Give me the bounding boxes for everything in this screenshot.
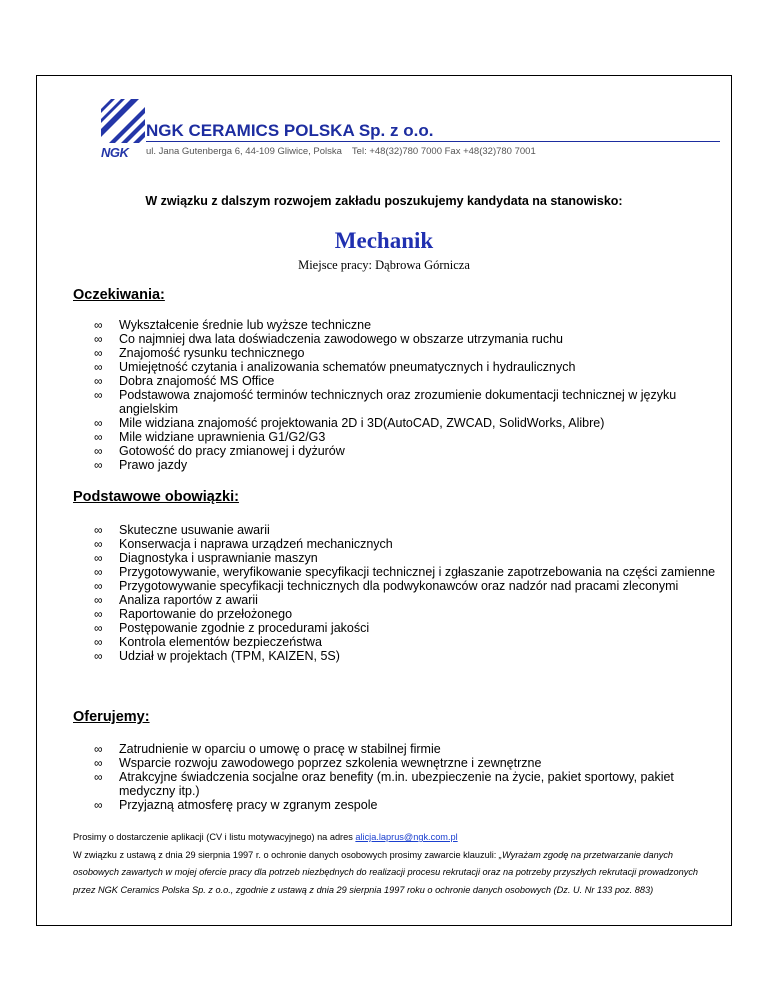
expectations-list <box>0 318 719 472</box>
company-address <box>146 146 536 157</box>
expectations-heading: Oczekiwania: <box>73 287 165 303</box>
bullet-icon: ∞ <box>94 360 103 374</box>
bullet-icon: ∞ <box>94 742 103 756</box>
list-item <box>0 635 719 649</box>
company-name: NGK CERAMICS POLSKA Sp. z o.o. <box>146 121 434 140</box>
list-item-text: Kontrola elementów bezpieczeństwa <box>119 635 322 649</box>
bullet-icon: ∞ <box>94 416 103 430</box>
list-item-text: Konserwacja i naprawa urządzeń mechanicznych <box>119 537 393 551</box>
list-item <box>0 607 719 621</box>
list-item-text: Wsparcie rozwoju zawodowego poprzez szkolenia wewnętrzne i zewnętrzne <box>119 756 542 770</box>
list-item <box>0 346 719 360</box>
list-item <box>0 649 719 663</box>
apply-text: Prosimy o dostarczenie aplikacji (CV i listu motywacyjnego) na adres <box>73 832 353 842</box>
bullet-icon: ∞ <box>94 635 103 649</box>
list-item <box>0 523 719 537</box>
list-item-text: Przygotowywanie, weryfikowanie specyfikacji technicznej i zgłaszanie zapotrzebowania na części zamienne <box>119 565 716 579</box>
list-item-text: Postępowanie zgodnie z procedurami jakości <box>119 621 370 635</box>
list-item <box>0 579 719 593</box>
list-item <box>0 770 719 798</box>
duties-list <box>0 523 719 663</box>
job-title: Mechanik <box>334 228 434 253</box>
list-item <box>0 430 719 444</box>
bullet-icon: ∞ <box>94 756 103 770</box>
header-divider <box>146 141 720 142</box>
footer-notice <box>73 829 713 899</box>
list-item <box>0 388 719 416</box>
list-item-text: Gotowość do pracy zmianowej i dyżurów <box>119 444 345 458</box>
list-item-text: Analiza raportów z awarii <box>119 593 258 607</box>
bullet-icon: ∞ <box>94 346 103 360</box>
consent-clause: „Wyrażam zgodę na przetwarzanie danych osobowych zawartych w mojej ofercie pracy dla potrzeb niezbędnych do realizacji procesu rekrutacji oraz na potrzeby przyszłych rekrutacji prowadzonych przez NGK Ceramics Polska Sp. z o.o., zgodnie z ustawą z dnia 29 sierpnia 1997 roku o ochronie danych osobowych (Dz. U. Nr 133 poz. 883) <box>73 849 699 895</box>
bullet-icon: ∞ <box>94 607 103 621</box>
bullet-icon: ∞ <box>94 537 103 551</box>
list-item <box>0 416 719 430</box>
bullet-icon: ∞ <box>94 565 103 579</box>
offer-heading: Oferujemy: <box>73 709 150 725</box>
list-item-text: Zatrudnienie w oparciu o umowę o pracę w stabilnej firmie <box>119 742 441 756</box>
bullet-icon: ∞ <box>94 332 103 346</box>
list-item-text: Prawo jazdy <box>119 458 188 472</box>
phone-fax-text: Tel: +48(32)780 7000 Fax +48(32)780 7001 <box>351 146 536 157</box>
bullet-icon: ∞ <box>94 551 103 565</box>
job-location: Miejsce pracy: Dąbrowa Górnicza <box>298 258 470 272</box>
list-item <box>0 565 719 579</box>
list-item <box>0 537 719 551</box>
bullet-icon: ∞ <box>94 649 103 663</box>
bullet-icon: ∞ <box>94 318 103 332</box>
intro-text: W związku z dalszym rozwojem zakładu poszukujemy kandydata na stanowisko: <box>145 194 623 208</box>
bullet-icon: ∞ <box>94 621 103 635</box>
bullet-icon: ∞ <box>94 798 103 812</box>
bullet-icon: ∞ <box>94 430 103 444</box>
bullet-icon: ∞ <box>94 770 103 784</box>
bullet-icon: ∞ <box>94 374 103 388</box>
list-item-text: Raportowanie do przełożonego <box>119 607 293 621</box>
list-item <box>0 742 719 756</box>
duties-heading: Podstawowe obowiązki: <box>73 489 239 505</box>
list-item <box>0 444 719 458</box>
contact-email-link[interactable]: alicja.laprus@ngk.com.pl <box>355 832 458 842</box>
list-item <box>0 318 719 332</box>
list-item-text: Skuteczne usuwanie awarii <box>119 523 270 537</box>
offer-list <box>0 742 719 812</box>
list-item-text: Podstawowa znajomość terminów technicznych oraz zrozumienie dokumentacji technicznej w języku angielskim <box>119 388 677 416</box>
ngk-logo-icon <box>101 99 145 143</box>
list-item <box>0 756 719 770</box>
address-text: ul. Jana Gutenberga 6, 44-109 Gliwice, Polska <box>146 146 342 157</box>
bullet-icon: ∞ <box>94 444 103 458</box>
bullet-icon: ∞ <box>94 388 103 402</box>
clause-intro: W związku z ustawą z dnia 29 sierpnia 1997 r. o ochronie danych osobowych prosimy zawarcie klauzuli: <box>73 849 497 860</box>
list-item-text: Wykształcenie średnie lub wyższe techniczne <box>119 318 372 332</box>
bullet-icon: ∞ <box>94 458 103 472</box>
list-item <box>0 360 719 374</box>
bullet-icon: ∞ <box>94 523 103 537</box>
list-item-text: Przyjazną atmosferę pracy w zgranym zespole <box>119 798 378 812</box>
list-item-text: Dobra znajomość MS Office <box>119 374 275 388</box>
list-item-text: Umiejętność czytania i analizowania schematów pneumatycznych i hydraulicznych <box>119 360 576 374</box>
list-item-text: Udział w projektach (TPM, KAIZEN, 5S) <box>119 649 340 663</box>
list-item-text: Znajomość rysunku technicznego <box>119 346 305 360</box>
list-item-text: Atrakcyjne świadczenia socjalne oraz benefity (m.in. ubezpieczenie na życie, pakiet sportowy, pakiet medyczny itp.) <box>119 770 674 798</box>
bullet-icon: ∞ <box>94 579 103 593</box>
list-item-text: Diagnostyka i usprawnianie maszyn <box>119 551 318 565</box>
list-item <box>0 621 719 635</box>
list-item <box>0 593 719 607</box>
list-item-text: Mile widziane uprawnienia G1/G2/G3 <box>119 430 326 444</box>
list-item <box>0 798 719 812</box>
list-item <box>0 374 719 388</box>
list-item <box>0 332 719 346</box>
list-item-text: Co najmniej dwa lata doświadczenia zawodowego w obszarze utrzymania ruchu <box>119 332 563 346</box>
list-item <box>0 551 719 565</box>
list-item <box>0 458 719 472</box>
list-item-text: Mile widziana znajomość projektowania 2D i 3D(AutoCAD, ZWCAD, SolidWorks, Alibre) <box>119 416 605 430</box>
bullet-icon: ∞ <box>94 593 103 607</box>
ngk-logo-wordmark: NGK <box>101 145 129 160</box>
list-item-text: Przygotowywanie specyfikacji technicznych dla podwykonawców oraz nadzór nad pracami zleconymi <box>119 579 679 593</box>
